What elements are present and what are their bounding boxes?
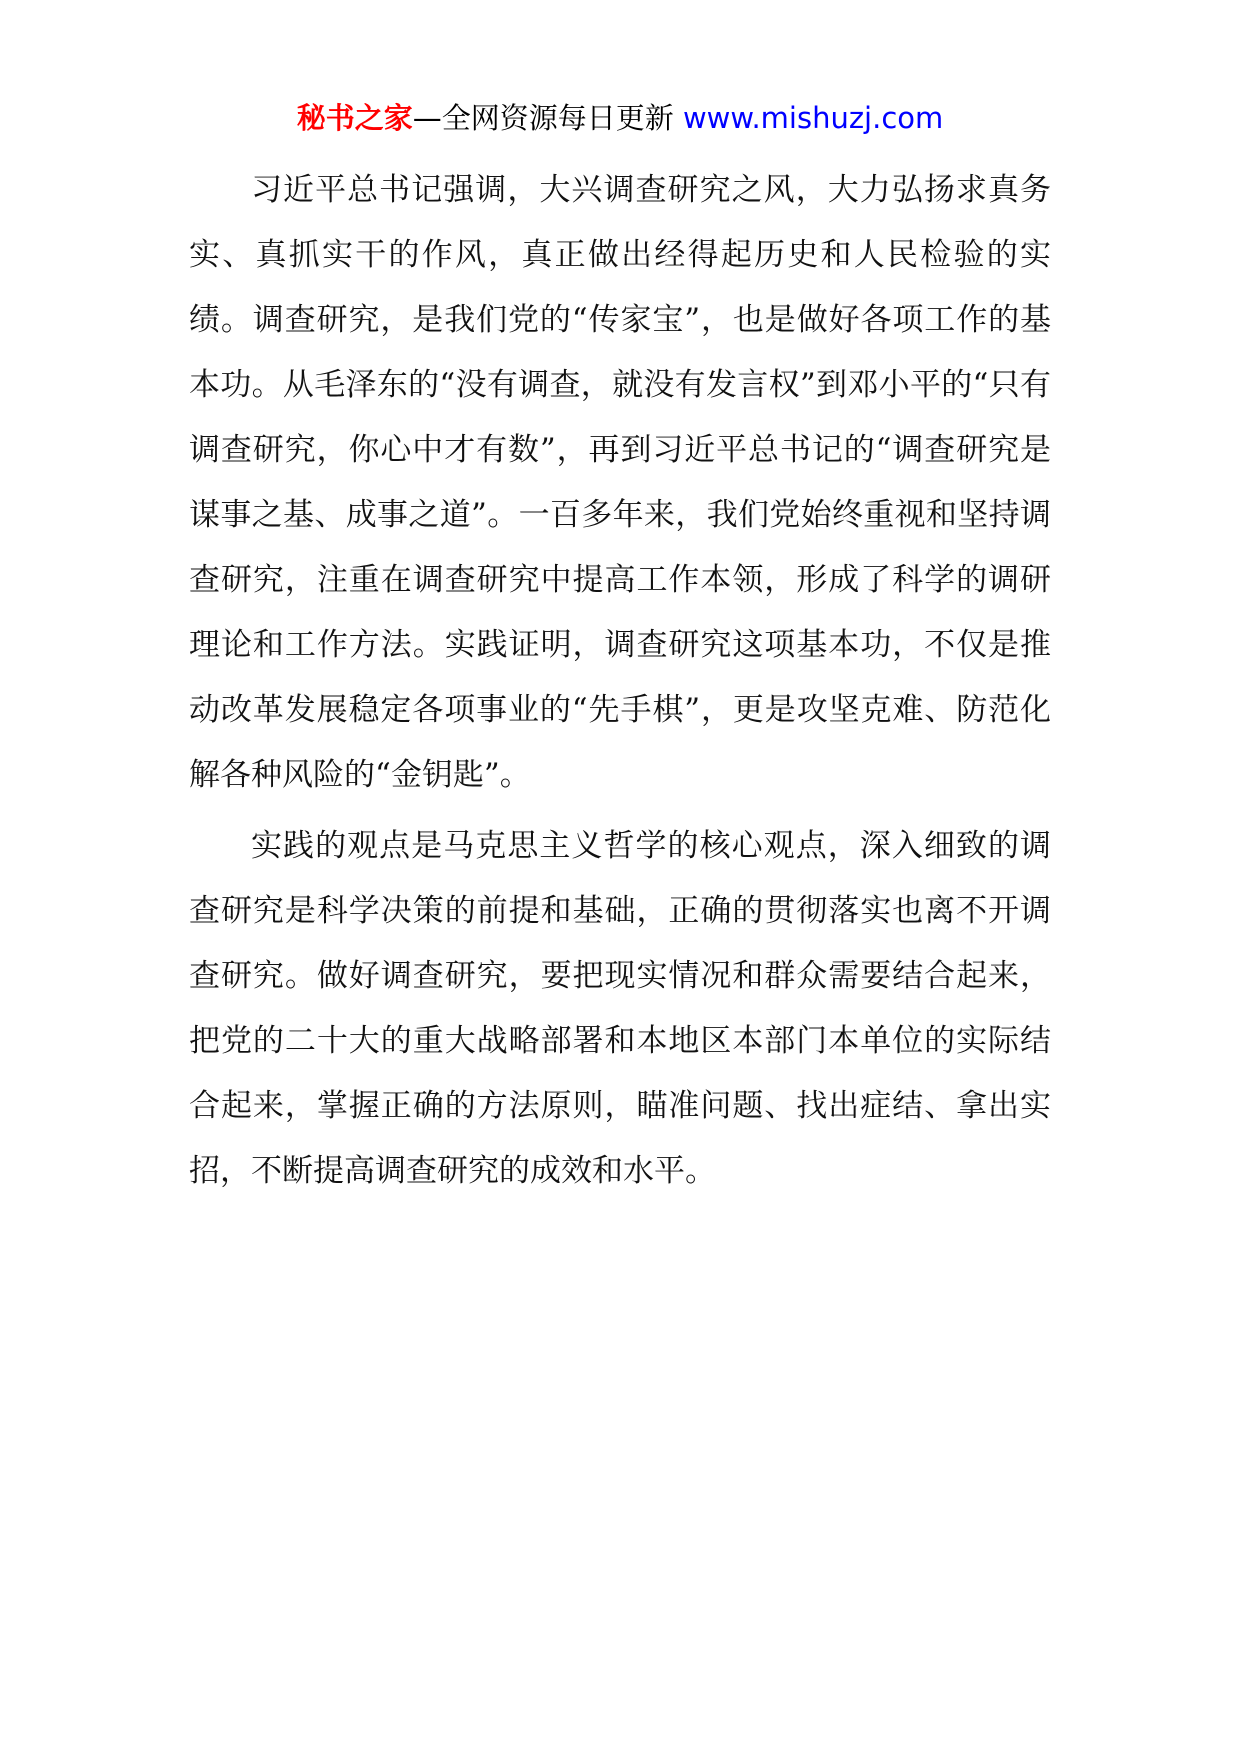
paragraph-1: 习近平总书记强调，大兴调查研究之风，大力弘扬求真务实、真抓实干的作风，真正做出经得起历史和人民检验的实绩。调查研究，是我们党的“传家宝”，也是做好各项工作的基本功。从毛泽东的“没有调查，就没有发言权”到邓小平的“只有调查研究，你心中才有数”，再到习近平总书记的“调查研究是谋事之基、成事之道”。一百多年来，我们党始终重视和坚持调查研究，注重在调查研究中提高工作本领，形成了科学的调研理论和工作方法。实践证明，调查研究这项基本功，不仅是推动改革发展稳定各项事业的“先手棋”，更是攻坚克难、防范化解各种风险的“金钥匙”。 (189, 172, 1051, 793)
header-tagline: —全网资源每日更新 (412, 101, 683, 135)
page-header (0, 98, 1240, 138)
header-site-link[interactable]: www.mishuzj.com (682, 101, 944, 135)
document-body (189, 158, 1051, 1210)
paragraph-2: 实践的观点是马克思主义哲学的核心观点，深入细致的调查研究是科学决策的前提和基础，正确的贯彻落实也离不开调查研究。做好调查研究，要把现实情况和群众需要结合起来，把党的二十大的重大战略部署和本地区本部门本单位的实际结合起来，掌握正确的方法原则，瞄准问题、找出症结、拿出实招，不断提高调查研究的成效和水平。 (189, 828, 1051, 1189)
header-brand: 秘书之家 (296, 101, 413, 135)
